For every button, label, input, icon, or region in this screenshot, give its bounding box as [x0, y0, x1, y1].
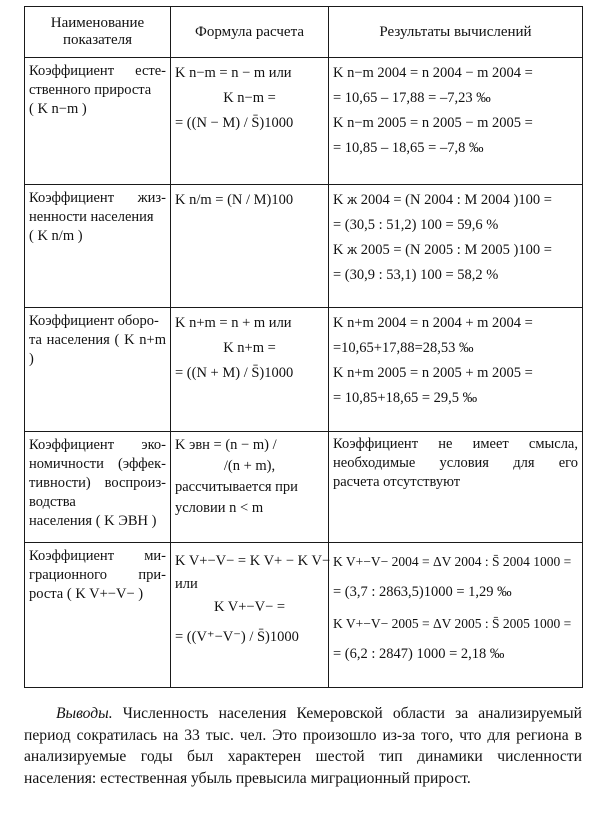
table-row [25, 432, 583, 543]
formula-cell [171, 432, 329, 543]
table-row [25, 185, 583, 308]
formula-line: K n+m = n + m или [175, 315, 292, 331]
result-cell [329, 432, 583, 543]
table-row [25, 543, 583, 688]
formula-line: = ((V⁺−V⁻) / S̄)1000 [175, 629, 299, 645]
header-formula: Формула расчета [171, 7, 329, 58]
result-cell [329, 185, 583, 308]
indicator-name-line: та населения ( K n+m ) [29, 332, 166, 367]
indicator-name-line: ( K n/m ) [29, 228, 83, 244]
formula-cell [171, 58, 329, 185]
table-row [25, 308, 583, 432]
header-results: Результаты вычислений [329, 7, 583, 58]
table-row [25, 58, 583, 185]
indicator-name-line: роста ( K V+−V− ) [29, 586, 144, 602]
result-line: K n−m 2004 = n 2004 − m 2004 = [333, 65, 533, 81]
result-line: = (6,2 : 2847) 1000 = 2,18 ‰ [333, 646, 505, 662]
indicator-name-line: Коэффициент есте- [29, 63, 166, 79]
formula-line: или [175, 576, 198, 592]
indicator-name-line: водства [29, 494, 76, 510]
result-line: = (30,5 : 51,2) 100 = 59,6 % [333, 217, 499, 233]
result-line: = (3,7 : 2863,5)1000 = 1,29 ‰ [333, 584, 512, 600]
formula-line: K n+m = [223, 340, 276, 356]
formula-line: рассчитывается при [175, 479, 298, 495]
indicator-name-line: тивности) воспроиз- [29, 475, 166, 491]
formula-line: K V+−V− = K V+ − K V− [175, 553, 331, 569]
result-line: K V+−V− 2005 = ΔV 2005 : S̄ 2005 1000 = [333, 616, 572, 631]
indicator-name-cell [25, 58, 171, 185]
result-line: K n−m 2005 = n 2005 − m 2005 = [333, 115, 533, 131]
result-line: =10,65+17,88=28,53 ‰ [333, 340, 474, 356]
indicator-name-cell [25, 432, 171, 543]
indicator-name-line: ственного прироста [29, 82, 152, 98]
result-line: K n+m 2004 = n 2004 + m 2004 = [333, 315, 533, 331]
formula-line: K n/m = (N / M)100 [175, 192, 294, 208]
result-cell [329, 58, 583, 185]
formula-line: K n−m = n − m или [175, 65, 292, 81]
conclusion-paragraph [24, 703, 582, 789]
formula-cell [171, 543, 329, 688]
result-line: = (30,9 : 53,1) 100 = 58,2 % [333, 267, 499, 283]
result-line: = 10,85 – 18,65 = –7,8 ‰ [333, 140, 484, 156]
formula-line: K V+−V− = [213, 599, 286, 615]
result-line: K V+−V− 2004 = ΔV 2004 : S̄ 2004 1000 = [333, 554, 572, 569]
indicators-table [24, 6, 583, 688]
result-line: = 10,85+18,65 = 29,5 ‰ [333, 390, 478, 406]
indicator-name-line: грационного при- [29, 567, 166, 583]
indicator-name-line: Коэффициент оборо- [29, 313, 159, 329]
result-line: K ж 2005 = (N 2005 : M 2005 )100 = [333, 242, 552, 258]
indicator-name-line: Коэффициент эко- [29, 437, 166, 453]
indicator-name-cell [25, 185, 171, 308]
formula-line: /(n + m), [223, 458, 276, 474]
formula-line: = ((N + M) / S̄)1000 [175, 365, 294, 381]
result-cell [329, 308, 583, 432]
result-line: K n+m 2005 = n 2005 + m 2005 = [333, 365, 533, 381]
header-indicator: Наименование показателя [25, 7, 171, 58]
result-line: = 10,65 – 17,88 = –7,23 ‰ [333, 90, 491, 106]
formula-line: K эвн = (n − m) / [175, 437, 277, 453]
indicator-name-cell [25, 308, 171, 432]
conclusion-text: Численность населения Кемеровской области за анализируемый период сократилась на 33 тыс. чел. Это произошло из-за того, что для региона в анализируемые годы был характерен шестой тип динамики численности населения: естественная убыль превысила миграционный прирост. [24, 705, 582, 787]
result-line: расчета отсутствуют [333, 474, 461, 490]
table-header-row [25, 7, 583, 58]
indicator-name-line: ненности населения [29, 209, 154, 225]
formula-line: условии n < m [175, 500, 264, 516]
result-line: необходимые условия для его [333, 455, 578, 471]
indicator-name-line: ( K n−m ) [29, 101, 87, 117]
formula-line: = ((N − M) / S̄)1000 [175, 115, 294, 131]
indicator-name-line: Коэффициент жиз- [29, 190, 166, 206]
result-cell [329, 543, 583, 688]
conclusion-lead: Выводы. [56, 705, 113, 722]
formula-line: K n−m = [223, 90, 276, 106]
indicator-name-line: населения ( K ЭВН ) [29, 513, 157, 529]
indicator-name-cell [25, 543, 171, 688]
indicator-name-line: Коэффициент ми- [29, 548, 166, 564]
indicator-name-line: номичности (эффек- [29, 456, 166, 472]
formula-cell [171, 185, 329, 308]
result-line: Коэффициент не имеет смысла, [333, 436, 578, 452]
formula-cell [171, 308, 329, 432]
result-line: K ж 2004 = (N 2004 : M 2004 )100 = [333, 192, 552, 208]
